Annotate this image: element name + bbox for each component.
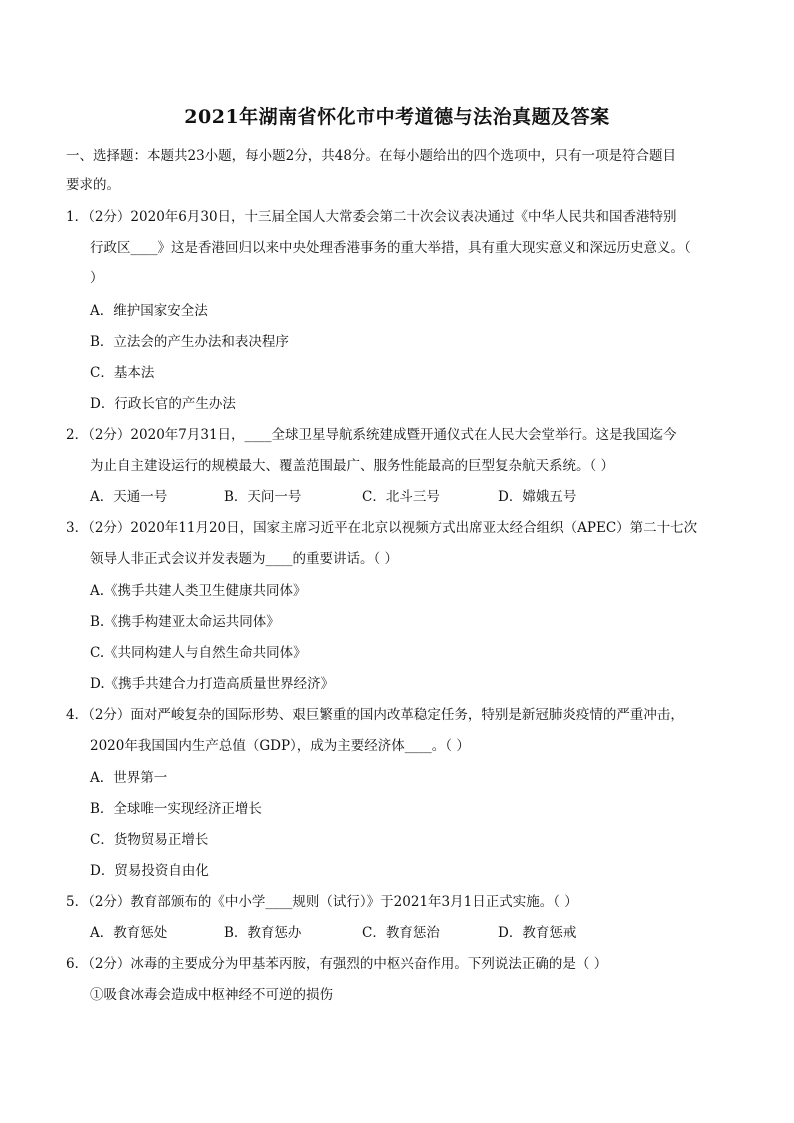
q3-stem-line-2: 领导人非正式会议并发表题为____的重要讲话。（ ） [90,551,399,567]
section-intro-line-2: 要求的。 [66,177,120,193]
q2-option-b: B．天问一号 [224,489,302,505]
q4-stem-line-2: 2020年我国国内生产总值（GDP），成为主要经济体____。（ ） [90,738,470,754]
q2-option-a: A．天通一号 [90,489,168,505]
q5-option-c: C．教育惩治 [362,925,440,941]
q5-option-b: B．教育惩办 [224,925,302,941]
q2-stem-line-1: 2．（2分）2020年7月31日，____全球卫星导航系统建成暨开通仪式在人民大会堂举行。这是我国迄今 [66,427,677,443]
q4-option-c: C．货物贸易正增长 [90,832,209,848]
section-intro-line-1: 一、选择题：本题共23小题，每小题2分，共48分。在每小题给出的四个选项中，只有一项是符合题目 [66,148,676,164]
q1-option-d: D．行政长官的产生办法 [90,396,236,412]
q2-options [90,486,690,508]
q6-stem-line-1: 6．（2分）冰毒的主要成分为甲基苯丙胺，有强烈的中枢兴奋作用。下列说法正确的是（ ） [66,956,608,972]
q2-stem-line-2: 为止自主建设运行的规模最大、覆盖范围最广、服务性能最高的巨型复杂航天系统。（ ） [90,458,615,474]
q3-option-a: A.《携手共建人类卫生健康共同体》 [90,583,307,599]
q4-option-b: B．全球唯一实现经济正增长 [90,801,262,817]
q5-option-a: A．教育惩处 [90,925,168,941]
q1-option-b: B．立法会的产生办法和表决程序 [90,334,289,350]
q4-option-d: D．贸易投资自由化 [90,863,209,879]
q2-option-d: D．嫦娥五号 [498,489,577,505]
q3-option-b: B.《携手构建亚太命运共同体》 [90,614,280,630]
page-title: 2021年湖南省怀化市中考道德与法治真题及答案 [184,106,610,128]
q3-option-d: D.《携手共建合力打造高质量世界经济》 [90,676,335,692]
q6-statement-1: ①吸食冰毒会造成中枢神经不可逆的损伤 [90,987,333,1003]
q2-option-c: C．北斗三号 [362,489,440,505]
q1-option-c: C．基本法 [90,365,155,381]
q1-stem-line-2: 行政区____》这是香港回归以来中央处理香港事务的重大举措，具有重大现实意义和深远历史意义。（ [90,240,691,256]
q5-stem-line-1: 5．（2分）教育部颁布的《中小学____规则（试行）》于2021年3月1日正式实施。（ ） [66,894,578,910]
q1-stem-line-3: ） [90,270,104,286]
q1-option-a: A．维护国家安全法 [90,303,208,319]
q5-option-d: D．教育惩戒 [498,925,577,941]
q3-option-c: C.《共同构建人与自然生命共同体》 [90,645,307,661]
q4-stem-line-1: 4．（2分）面对严峻复杂的国际形势、艰巨繁重的国内改革稳定任务，特别是新冠肺炎疫情的严重冲击， [66,707,684,723]
q3-stem-line-1: 3．（2分）2020年11月20日，国家主席习近平在北京以视频方式出席亚太经合组织（APEC）第二十七次 [66,520,698,536]
q1-stem-line-1: 1．（2分）2020年6月30日，十三届全国人大常委会第二十次会议表决通过《中华人民共和国香港特别 [66,209,677,225]
q4-option-a: A．世界第一 [90,770,168,786]
q5-options [90,922,690,944]
